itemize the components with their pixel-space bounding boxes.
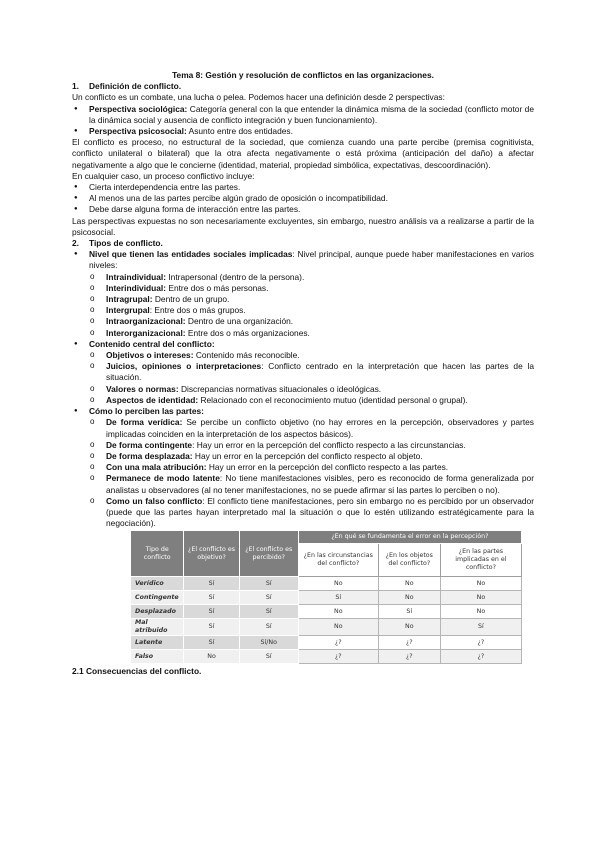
table-cell: Contingente (131, 591, 184, 605)
table-row (131, 636, 522, 650)
table-cell: ¿? (298, 650, 378, 664)
bullet-item: ● Cierta interdependencia entre las partes. (72, 182, 534, 193)
table-row (131, 577, 522, 591)
bullet-item: ● Contenido central del conflicto: (72, 339, 534, 350)
table-cell: No (440, 591, 521, 605)
section-1-heading: 1. Definición de conflicto. (72, 81, 182, 92)
section-1-intro: Un conflicto es un combate, una lucha o pelea. Podemos hacer una definición desde 2 perspectivas: (72, 92, 445, 103)
header-group: ¿En qué se fundamenta el error en la percepción? (298, 531, 521, 544)
sub-bullet-item: o De forma contingente: Hay un error en la percepción del conflicto respecto a las circunstancias. (72, 440, 534, 451)
bullet-item: ● Perspectiva psicosocial: Asunto entre dos entidades. (72, 126, 534, 137)
table-cell: No (378, 577, 440, 591)
table-cell: No (378, 591, 440, 605)
table-cell: Sí (440, 619, 521, 636)
sub-bullet-item: o Objetivos o intereses: Contenido más reconocible. (72, 350, 534, 361)
sub-bullet-item: o Juicios, opiniones o interpretaciones: Conflicto centrado en la interpretación que hacen las partes de la situación. (72, 361, 534, 383)
header-tipo: Tipo de conflicto (131, 531, 184, 577)
sub-bullet-item: o Intraindividual: Intrapersonal (dentro de la persona). (72, 272, 534, 283)
table-cell: Sí (184, 636, 239, 650)
table-cell: Sí (184, 619, 239, 636)
sub-bullet-item: o De forma verídica: Se percibe un conflicto objetivo (no hay errores en la percepción, observadores y partes implicadas coinciden en la interpretación de los aspectos básicos). (72, 417, 534, 439)
document-page (72, 70, 534, 678)
header-percibido: ¿El conflicto es percibido? (239, 531, 298, 577)
section-1-paragraph: El conflicto es proceso, no estructural de la sociedad, que comienza cuando una parte percibe (premisa cognitivista, conflicto unilateral o bilateral) que la otra afecta negativamente o está próxima (anticipación del daño) a afectar negativamente a algo que le concierne (identidad, material, propiedad simbólica, expectativas, descoordinación). (72, 137, 534, 170)
section-2-1-heading: 2.1 Consecuencias del conflicto. (72, 666, 202, 677)
table-cell: Mal atribuido (131, 619, 184, 636)
table-cell: ¿? (298, 636, 378, 650)
document-title: Tema 8: Gestión y resolución de conflictos en las organizaciones. (172, 70, 434, 80)
table-row (131, 619, 522, 636)
header-objetivo: ¿El conflicto es objetivo? (184, 531, 239, 577)
table-cell: Sí (378, 605, 440, 619)
sub-bullet-item: o De forma desplazada: Hay un error en la percepción del conflicto respecto al objeto. (72, 451, 534, 462)
table-cell: ¿? (378, 650, 440, 664)
sub-bullet-item: o Intergrupal: Entre dos o más grupos. (72, 305, 534, 316)
table-cell: No (378, 619, 440, 636)
table-cell: Falso (131, 650, 184, 664)
table-cell: Sí (239, 619, 298, 636)
sub-bullet-item: o Con una mala atribución: Hay un error en la percepción del conflicto respecto a las partes. (72, 462, 534, 473)
table-row (131, 605, 522, 619)
bullet-item: ● Perspectiva sociológica: Categoría general con la que entender la dinámica misma de la sociedad (conflicto motor de la dinámica social y ausencia de conflicto integración y buen funcionamiento). (72, 104, 534, 126)
sub-bullet-item: o Intraorganizacional: Dentro de una organización. (72, 316, 534, 327)
table-cell: No (440, 605, 521, 619)
table-cell: Sí (184, 605, 239, 619)
table-cell: Desplazado (131, 605, 184, 619)
process-intro: En cualquier caso, un proceso conflictivo incluye: (72, 170, 255, 181)
table-cell: Sí (239, 650, 298, 664)
sub-bullet-item: o Aspectos de identidad: Relacionado con el reconocimiento mutuo (identidad personal o grupal). (72, 395, 534, 406)
table-cell: Latente (131, 636, 184, 650)
table-cell: No (298, 619, 378, 636)
sub-bullet-item: o Intragrupal: Dentro de un grupo. (72, 294, 534, 305)
section-2-heading: 2. Tipos de conflicto. (72, 238, 163, 249)
sub-bullet-item: o Interindividual: Entre dos o más personas. (72, 283, 534, 294)
table-cell: Sí (239, 591, 298, 605)
table-cell: ¿? (378, 636, 440, 650)
header-objetos: ¿En los objetos del conflicto? (378, 544, 440, 577)
bullet-item: ● Debe darse alguna forma de interacción entre las partes. (72, 204, 534, 215)
table-row (131, 591, 522, 605)
sub-bullet-item: o Como un falso conflicto: El conflicto tiene manifestaciones, pero sin embargo no es percibido por un observador (puede que las partes hayan interpretado mal la situación o que lo estén utilizando estratégicamente para la negociación). (72, 496, 534, 530)
table-cell: No (298, 605, 378, 619)
header-partes: ¿En las partes implicadas en el conflicto? (440, 544, 521, 577)
table-cell: Sí (184, 591, 239, 605)
conflict-types-table (130, 530, 522, 664)
bullet-item: ● Cómo lo perciben las partes: (72, 406, 534, 417)
table-cell: Sí (298, 591, 378, 605)
table-cell: Sí (239, 577, 298, 591)
section-1-closing: Las perspectivas expuestas no son necesariamente excluyentes, sin embargo, nuestro análisis va a realizarse a partir de la psicosocial. (72, 215, 534, 237)
sub-bullet-item: o Interorganizacional: Entre dos o más organizaciones. (72, 328, 534, 339)
table-cell: Sí/No (239, 636, 298, 650)
table-cell: No (298, 577, 378, 591)
header-circunstancias: ¿En las circunstancias del conflicto? (298, 544, 378, 577)
sub-bullet-item: o Permanece de modo latente: No tiene manifestaciones visibles, pero es reconocido de forma generalizada por analistas u observadores (al no tener manifestaciones, no se puede afirmar si las partes lo perciben o no). (72, 473, 534, 495)
table-cell: Sí (239, 605, 298, 619)
table-cell: No (184, 650, 239, 664)
table-row (131, 650, 522, 664)
table-cell: Sí (184, 577, 239, 591)
table-cell: ¿? (440, 650, 521, 664)
table-cell: No (440, 577, 521, 591)
sub-bullet-item: o Valores o normas: Discrepancias normativas situacionales o ideológicas. (72, 384, 534, 395)
bullet-item: ● Al menos una de las partes percibe algún grado de oposición o incompatibilidad. (72, 193, 534, 204)
table-cell: ¿? (440, 636, 521, 650)
bullet-item: ● Nivel que tienen las entidades sociales implicadas: Nivel principal, aunque puede haber manifestaciones en varios niveles: (72, 249, 534, 271)
table-cell: Verídico (131, 577, 184, 591)
